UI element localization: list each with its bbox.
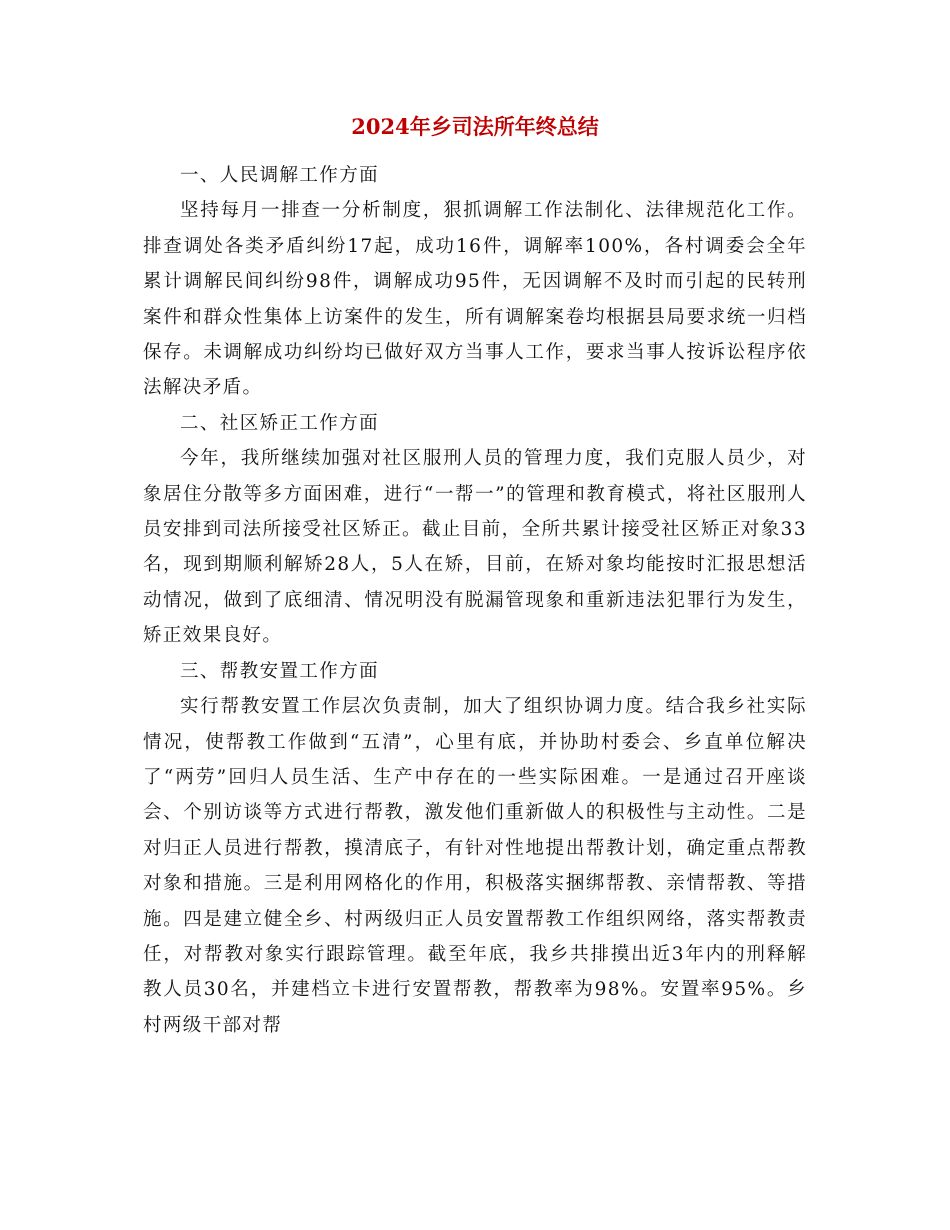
section-paragraph-mediation: 坚持每月一排查一分析制度，狠抓调解工作法制化、法律规范化工作。排查调处各类矛盾纠纷17起，成功16件，调解率100%，各村调委会全年累计调解民间纠纷98件，调解成功95件，无因调解不及时而引起的民转刑案件和群众性集体上访案件的发生，所有调解案卷均根据县局要求统一归档保存。未调解成功纠纷均已做好双方当事人工作，要求当事人按诉讼程序依法解决矛盾。 xyxy=(143,200,807,399)
document-body xyxy=(143,158,807,1043)
section-paragraph-community-correction: 今年，我所继续加强对社区服刑人员的管理力度，我们克服人员少，对象居住分散等多方面困难，进行“一帮一”的管理和教育模式，将社区服刑人员安排到司法所接受社区矫正。截止目前，全所共累计接受社区矫正对象33名，现到期顺利解矫28人，5人在矫，目前，在矫对象均能按时汇报思想活动情况，做到了底细清、情况明没有脱漏管现象和重新违法犯罪行为发生，矫正效果良好。 xyxy=(143,448,807,647)
section-heading-mediation: 一、人民调解工作方面 xyxy=(180,165,380,186)
section-heading-community-correction: 二、社区矫正工作方面 xyxy=(180,412,380,434)
section-paragraph-resettlement: 实行帮教安置工作层次负责制，加大了组织协调力度。结合我乡社实际情况，使帮教工作做到“五清”，心里有底，并协助村委会、乡直单位解决了“两劳”回归人员生活、生产中存在的一些实际困难。一是通过召开座谈会、个别访谈等方式进行帮教，激发他们重新做人的积极性与主动性。二是对归正人员进行帮教，摸清底子，有针对性地提出帮教计划，确定重点帮教对象和措施。三是利用网格化的作用，积极落实捆绑帮教、亲情帮教、等措施。四是建立健全乡、村两级归正人员安置帮教工作组织网络，落实帮教责任，对帮教对象实行跟踪管理。截至年底，我乡共排摸出近3年内的刑释解教人员30名，并建档立卡进行安置帮教，帮教率为98%。安置率95%。乡村两级干部对帮 xyxy=(143,696,807,1036)
page-title: 2024年乡司法所年终总结 xyxy=(351,114,599,139)
section-heading-resettlement: 三、帮教安置工作方面 xyxy=(180,660,380,682)
